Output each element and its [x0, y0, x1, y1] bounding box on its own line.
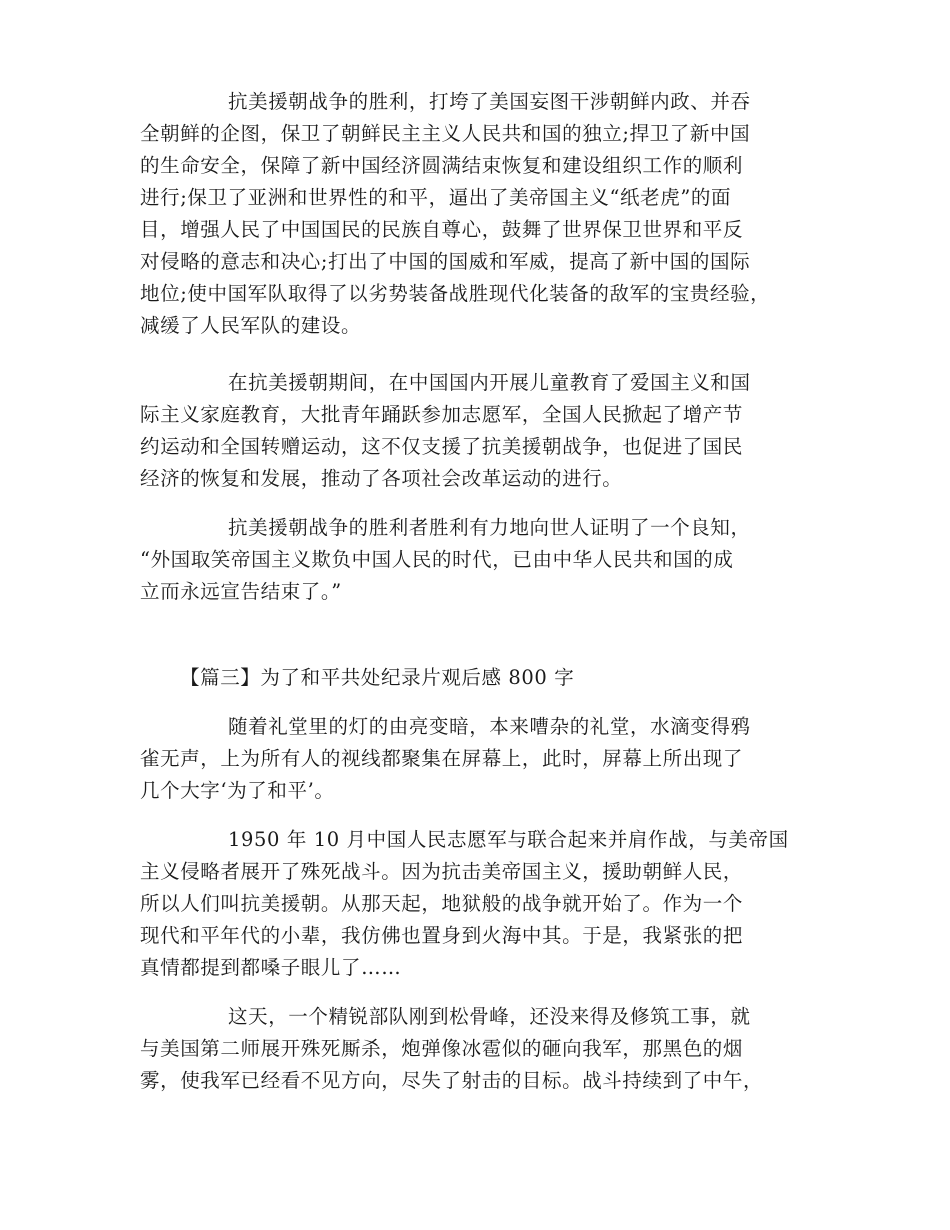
paragraph — [140, 86, 830, 342]
paragraph-line: 与美国第二师展开殊死厮杀，炮弹像冰雹似的砸向我军，那黑色的烟 — [140, 1037, 744, 1060]
paragraph-line: 几个大字‘为了和平’。 — [140, 779, 335, 802]
paragraph-line: 全朝鲜的企图，保卫了朝鲜民主主义人民共和国的独立;捍卫了新中国 — [140, 122, 751, 145]
section-heading: 【篇三】为了和平共处纪录片观后感 800 字 — [180, 666, 575, 689]
paragraph — [140, 824, 830, 984]
paragraph-line: 在抗美援朝期间，在中国国内开展儿童教育了爱国主义和国 — [228, 371, 751, 394]
paragraph-line: 立而永远宣告结束了。” — [140, 580, 342, 603]
paragraph-line: “外国取笑帝国主义欺负中国人民的时代，已由中华人民共和国的成 — [140, 548, 734, 571]
paragraph-line: 随着礼堂里的灯的由亮变暗，本来嘈杂的礼堂，水滴变得鸦 — [228, 715, 751, 738]
paragraph-line: 雾，使我军已经看不见方向，尽失了射击的目标。战斗持续到了中午， — [140, 1069, 764, 1092]
paragraph-line: 这天，一个精锐部队刚到松骨峰，还没来得及修筑工事，就 — [228, 1005, 751, 1028]
paragraph-line: 减缓了人民军队的建设。 — [140, 314, 362, 337]
paragraph-line: 雀无声，上为所有人的视线都聚集在屏幕上，此时，屏幕上所出现了 — [140, 747, 744, 770]
paragraph-line: 经济的恢复和发展，推动了各项社会改革运动的进行。 — [140, 467, 623, 490]
paragraph-line: 的生命安全，保障了新中国经济圆满结束恢复和建设组织工作的顺利 — [140, 154, 744, 177]
paragraph-line: 际主义家庭教育，大批青年踊跃参加志愿军，全国人民掀起了增产节 — [140, 403, 744, 426]
paragraph-line: 抗美援朝战争的胜利者胜利有力地向世人证明了一个良知， — [228, 516, 751, 539]
paragraph-line: 所以人们叫抗美援朝。从那天起，地狱般的战争就开始了。作为一个 — [140, 892, 744, 915]
paragraph-line: 主义侵略者展开了殊死战斗。因为抗击美帝国主义，援助朝鲜人民， — [140, 860, 744, 883]
paragraph-line: 1950 年 10 月中国人民志愿军与联合起来并肩作战，与美帝国 — [228, 828, 789, 851]
paragraph-line: 抗美援朝战争的胜利，打垮了美国妄图干涉朝鲜内政、并吞 — [228, 90, 751, 113]
paragraph-line: 现代和平年代的小辈，我仿佛也置身到火海中其。于是，我紧张的把 — [140, 924, 744, 947]
paragraph-line: 进行;保卫了亚洲和世界性的和平，逼出了美帝国主义“纸老虎”的面 — [140, 186, 732, 209]
paragraph — [140, 1001, 830, 1097]
paragraph-line: 对侵略的意志和决心;打出了中国的国威和军威，提高了新中国的国际 — [140, 250, 751, 273]
paragraph — [140, 367, 830, 495]
section-heading-block — [140, 662, 830, 694]
paragraph-line: 真情都提到都嗓子眼儿了…… — [140, 956, 402, 979]
paragraph — [140, 512, 830, 608]
paragraph-line: 地位;使中国军队取得了以劣势装备战胜现代化装备的敌军的宝贵经验， — [140, 282, 771, 305]
paragraph-line: 目，增强人民了中国国民的民族自尊心，鼓舞了世界保卫世界和平反 — [140, 218, 744, 241]
paragraph — [140, 711, 830, 807]
paragraph-line: 约运动和全国转赠运动，这不仅支援了抗美援朝战争，也促进了国民 — [140, 435, 744, 458]
